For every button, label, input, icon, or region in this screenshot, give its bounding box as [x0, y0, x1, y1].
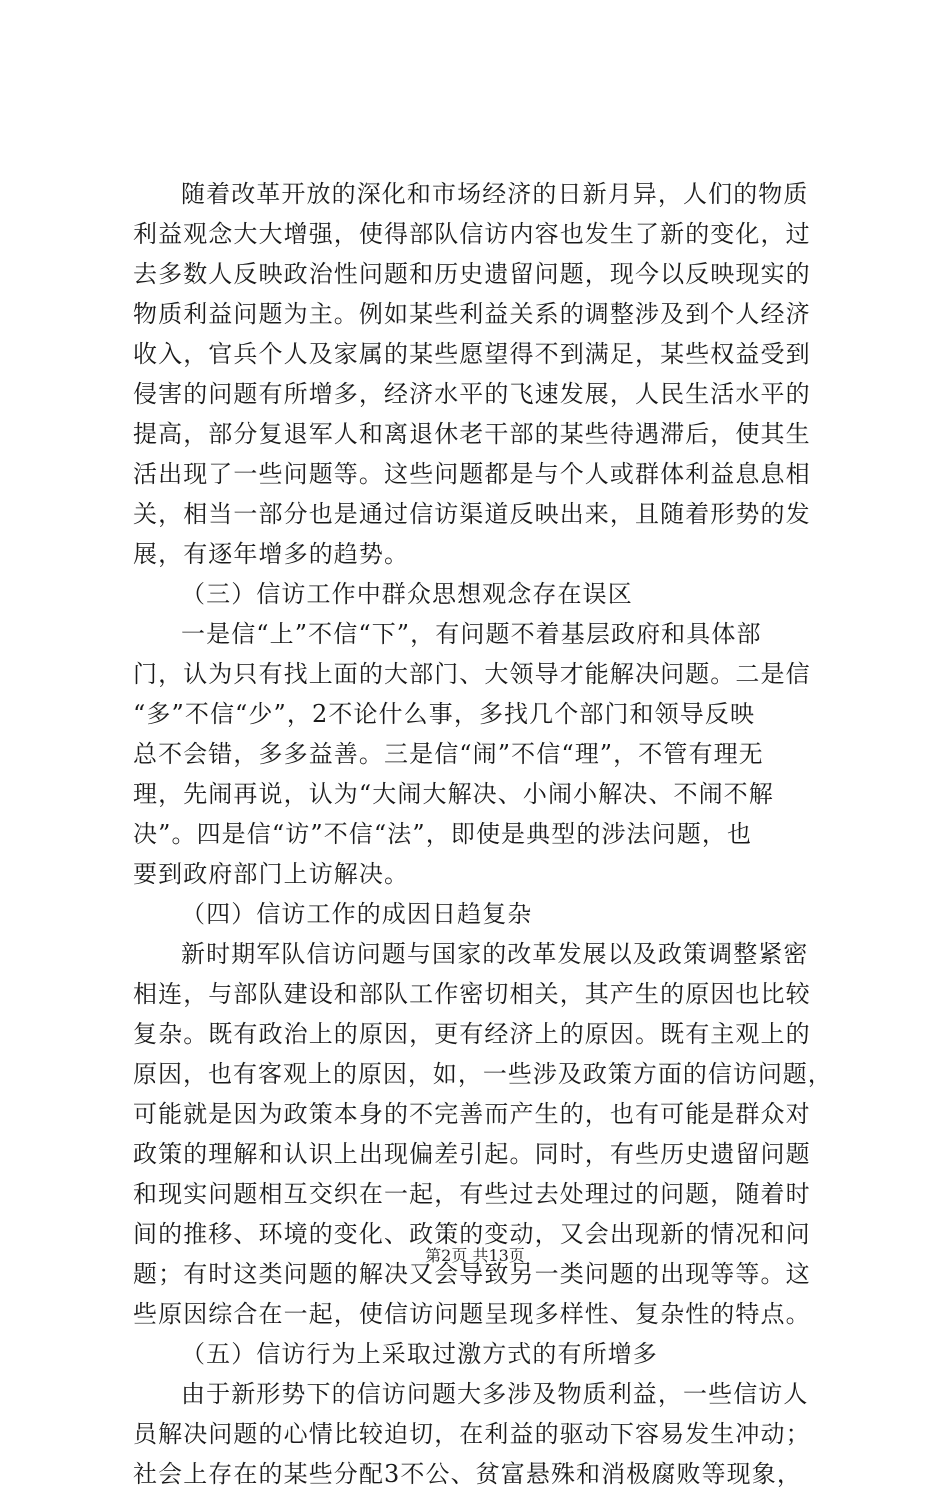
paragraph-line: 可能就是因为政策本身的不完善而产生的，也有可能是群众对 [133, 1100, 811, 1128]
paragraph-line: 物质利益问题为主。例如某些利益关系的调整涉及到个人经济 [133, 300, 811, 328]
paragraph-line: “多”不信“少”，2不论什么事，多找几个部门和领导反映 [133, 700, 756, 728]
section-heading: （五）信访行为上采取过激方式的有所增多 [181, 1340, 658, 1368]
paragraph-line: 政策的理解和认识上出现偏差引起。同时，有些历史遗留问题 [133, 1140, 811, 1168]
paragraph-line: 一是信“上”不信“下”，有问题不着基层政府和具体部 [181, 620, 762, 648]
paragraph-line: 理，先闹再说，认为“大闹大解决、小闹小解决、不闹不解 [133, 780, 774, 808]
paragraph-line: 决”。四是信“访”不信“法”，即使是典型的涉法问题，也 [133, 820, 753, 848]
paragraph-line: 侵害的问题有所增多，经济水平的飞速发展，人民生活水平的 [133, 380, 811, 408]
paragraph-line: 展，有逐年增多的趋势。 [133, 540, 410, 568]
paragraph-line: 些原因综合在一起，使信访问题呈现多样性、复杂性的特点。 [133, 1300, 811, 1328]
paragraph-line: 由于新形势下的信访问题大多涉及物质利益，一些信访人 [181, 1380, 809, 1408]
document-body [133, 174, 833, 1494]
section-heading: （三）信访工作中群众思想观念存在误区 [181, 580, 633, 608]
paragraph-line: 相连，与部队建设和部队工作密切相关，其产生的原因也比较 [133, 980, 811, 1008]
paragraph-line: 门，认为只有找上面的大部门、大领导才能解决问题。二是信 [133, 660, 811, 688]
paragraph-line: 复杂。既有政治上的原因，更有经济上的原因。既有主观上的 [133, 1020, 811, 1048]
paragraph-line: 新时期军队信访问题与国家的改革发展以及政策调整紧密 [181, 940, 809, 968]
paragraph-line: 总不会错，多多益善。三是信“闹”不信“理”，不管有理无 [133, 740, 764, 768]
paragraph-line: 关，相当一部分也是通过信访渠道反映出来，且随着形势的发 [133, 500, 811, 528]
paragraph-line: 利益观念大大增强，使得部队信访内容也发生了新的变化，过 [133, 220, 811, 248]
paragraph-line: 社会上存在的某些分配3不公、贫富悬殊和消极腐败等现象， [133, 1460, 802, 1488]
page-number: 第2页 共13页 [425, 1246, 525, 1265]
paragraph-line: 和现实问题相互交织在一起，有些过去处理过的问题，随着时 [133, 1180, 811, 1208]
paragraph-line: 随着改革开放的深化和市场经济的日新月异，人们的物质 [181, 180, 809, 208]
paragraph-line: 收入，官兵个人及家属的某些愿望得不到满足，某些权益受到 [133, 340, 811, 368]
paragraph-line: 员解决问题的心情比较迫切，在利益的驱动下容易发生冲动； [133, 1420, 811, 1448]
paragraph-line: 题；有时这类问题的解决又会导致另一类问题的出现等等。这 [133, 1260, 811, 1288]
paragraph-line: 要到政府部门上访解决。 [133, 860, 410, 888]
section-heading: （四）信访工作的成因日趋复杂 [181, 900, 533, 928]
paragraph-line: 活出现了一些问题等。这些问题都是与个人或群体利益息息相 [133, 460, 811, 488]
paragraph-line: 去多数人反映政治性问题和历史遗留问题，现今以反映现实的 [133, 260, 811, 288]
paragraph-line: 间的推移、环境的变化、政策的变动，又会出现新的情况和问 [133, 1220, 811, 1248]
paragraph-line: 原因，也有客观上的原因，如，一些涉及政策方面的信访问题， [133, 1060, 833, 1088]
paragraph-line: 提高，部分复退军人和离退休老干部的某些待遇滞后，使其生 [133, 420, 811, 448]
